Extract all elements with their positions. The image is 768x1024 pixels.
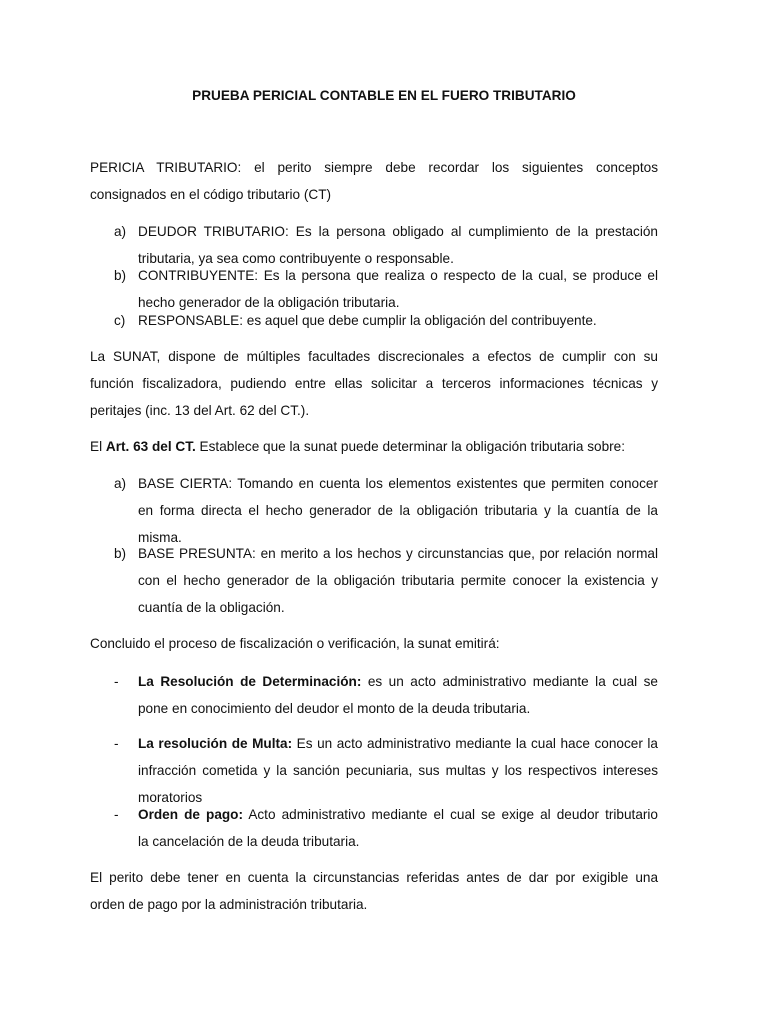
intro-paragraph xyxy=(90,154,658,208)
concept-line: CONTRIBUYENTE: Es la persona que realiza o respecto de la cual, se produce el xyxy=(138,268,658,283)
base-line: en forma directa el hecho generador de la obligación tributaria y la cuantía de la xyxy=(138,503,658,518)
sunat-line-3: peritajes (inc. 13 del Art. 62 del CT.). xyxy=(90,403,310,418)
art63-rest: Establece que la sunat puede determinar la obligación tributaria sobre: xyxy=(195,439,626,454)
concept-line: tributaria, ya sea como contribuyente o responsable. xyxy=(138,251,454,266)
resolution-line xyxy=(138,730,658,757)
document-title: PRUEBA PERICIAL CONTABLE EN EL FUERO TRIBUTARIO xyxy=(192,88,576,103)
resolution-line: la cancelación de la deuda tributaria. xyxy=(138,834,360,849)
concluded-paragraph xyxy=(90,630,658,657)
final-line-2: orden de pago por la administración tributaria. xyxy=(90,897,368,912)
art63-line xyxy=(90,433,658,460)
base-line: misma. xyxy=(138,530,182,545)
concept-line: RESPONSABLE: es aquel que debe cumplir la obligación del contribuyente. xyxy=(138,313,597,328)
resolution-term: La Resolución de Determinación: xyxy=(138,674,362,689)
list-marker: a) xyxy=(114,476,127,491)
base-line: con el hecho generador de la obligación tributaria permite conocer la existencia y xyxy=(138,573,658,588)
resolution-line: moratorios xyxy=(138,790,203,805)
art63-prefix: El xyxy=(90,439,106,454)
list-marker: a) xyxy=(114,224,127,239)
art63-bold: Art. 63 del CT. xyxy=(105,439,196,454)
sunat-paragraph xyxy=(90,343,658,424)
concept-line: DEUDOR TRIBUTARIO: Es la persona obligado al cumplimiento de la prestación xyxy=(138,224,658,239)
sunat-line-2: función fiscalizadora, pudiendo entre ellas solicitar a terceros informaciones técnicas y xyxy=(90,376,658,391)
resolution-term: Orden de pago: xyxy=(138,807,244,822)
list-marker: b) xyxy=(114,546,127,561)
intro-line-2: consignados en el código tributario (CT) xyxy=(90,187,332,202)
resolution-line: infracción cometida y la sanción pecuniaria, sus multas y los respectivos intereses xyxy=(138,763,658,778)
final-line-1: El perito debe tener en cuenta la circunstancias referidas antes de dar por exigible una xyxy=(90,870,658,885)
base-line: BASE PRESUNTA: en merito a los hechos y circunstancias que, por relación normal xyxy=(138,546,658,561)
dash-marker: - xyxy=(114,674,119,689)
dash-marker: - xyxy=(114,736,119,751)
resolution-text: Acto administrativo mediante el cual se exige al deudor tributario xyxy=(243,807,658,822)
resolution-line xyxy=(138,668,658,695)
concept-line: hecho generador de la obligación tributaria. xyxy=(138,295,400,310)
resolution-line xyxy=(138,801,658,828)
concluded-line: Concluido el proceso de fiscalización o verificación, la sunat emitirá: xyxy=(90,636,500,651)
dash-marker: - xyxy=(114,807,119,822)
resolution-term: La resolución de Multa: xyxy=(138,736,293,751)
intro-line-1: PERICIA TRIBUTARIO: el perito siempre debe recordar los siguientes conceptos xyxy=(90,160,658,175)
resolution-text: es un acto administrativo mediante la cual se xyxy=(361,674,658,689)
resolution-line: pone en conocimiento del deudor el monto de la deuda tributaria. xyxy=(138,701,531,716)
sunat-line-1: La SUNAT, dispone de múltiples facultades discrecionales a efectos de cumplir con su xyxy=(90,349,658,364)
art63-paragraph xyxy=(90,433,658,460)
list-marker: b) xyxy=(114,268,127,283)
resolution-text: Es un acto administrativo mediante la cual hace conocer la xyxy=(292,736,658,751)
final-paragraph xyxy=(90,864,658,918)
base-line: BASE CIERTA: Tomando en cuenta los elementos existentes que permiten conocer xyxy=(138,476,658,491)
base-line: cuantía de la obligación. xyxy=(138,600,285,615)
list-marker: c) xyxy=(114,313,126,328)
